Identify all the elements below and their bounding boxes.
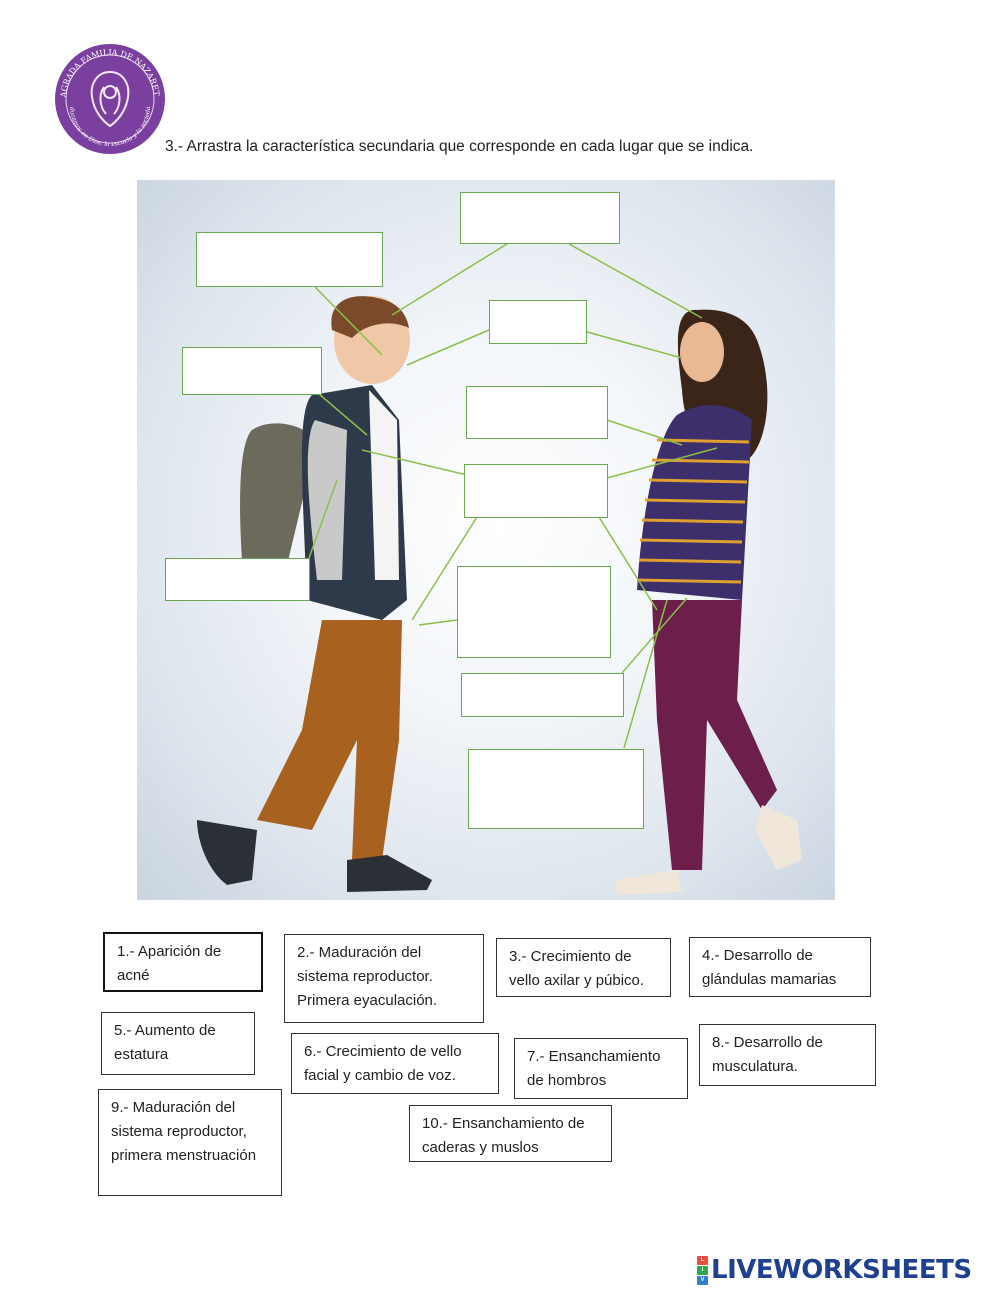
drop-zone-girl-legs[interactable] (468, 749, 644, 829)
drop-zone-girl-hips[interactable] (461, 673, 624, 717)
option-card[interactable]: 8.- Desarrollo de musculatura. (699, 1024, 876, 1086)
logo-text-top: AGRADA FAMILIA DE NAZARET (58, 47, 161, 98)
option-card[interactable]: 5.- Aumento de estatura (101, 1012, 255, 1075)
liveworksheets-logo (697, 1253, 972, 1287)
drop-zone-boy-groin[interactable] (457, 566, 611, 658)
option-card[interactable]: 9.- Maduración del sistema reproductor, primera menstruación (98, 1089, 282, 1196)
drop-zone-top-center[interactable] (460, 192, 620, 244)
brand-text: LIVEWORKSHEETS (711, 1255, 972, 1285)
option-card[interactable]: 6.- Crecimiento de vello facial y cambio de voz. (291, 1033, 499, 1094)
brand-mark-letter: L (697, 1256, 708, 1265)
option-card[interactable]: 1.- Aparición de acné (103, 932, 263, 992)
brand-mark-letter: V (697, 1276, 708, 1285)
instruction-text: 3.- Arrastra la característica secundaria que corresponde en cada lugar que se indica. (165, 138, 754, 155)
option-card[interactable]: 7.- Ensanchamiento de hombros (514, 1038, 688, 1099)
illustration-photo (137, 180, 835, 900)
logo-text-bottom: ducamos en Dios, la escuela y la socieda (67, 106, 153, 149)
option-card[interactable]: 3.- Crecimiento de vello axilar y púbico. (496, 938, 671, 997)
drop-zone-girl-chest[interactable] (466, 386, 608, 439)
brand-mark-icon (697, 1256, 708, 1285)
drop-zone-center-mid[interactable] (464, 464, 608, 518)
option-card[interactable]: 2.- Maduración del sistema reproductor. Primera eyaculación. (284, 934, 484, 1023)
drop-zone-boy-arm[interactable] (165, 558, 310, 601)
option-card[interactable]: 10.- Ensanchamiento de caderas y muslos (409, 1105, 612, 1162)
drop-zone-boy-shoulder[interactable] (182, 347, 322, 395)
brand-mark-letter: I (697, 1266, 708, 1275)
drop-zone-face-center[interactable] (489, 300, 587, 344)
option-card[interactable]: 4.- Desarrollo de glándulas mamarias (689, 937, 871, 997)
drop-zone-boy-face[interactable] (196, 232, 383, 287)
school-logo (52, 42, 168, 156)
